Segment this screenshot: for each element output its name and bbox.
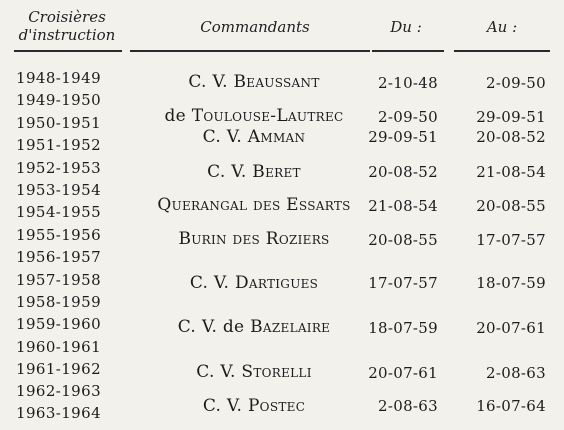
date-du: 21-08-54	[368, 197, 438, 215]
header-au: Au :	[486, 18, 518, 36]
commander-name	[128, 396, 380, 416]
commander-surname: Toulouse-Lautrec	[191, 106, 344, 126]
date-au: 18-07-59	[476, 274, 546, 292]
commander-name	[128, 229, 380, 249]
year-row: 1950-1951	[16, 114, 102, 132]
commander-surname: Burin des Roziers	[178, 229, 330, 249]
year-row: 1960-1961	[16, 338, 102, 356]
date-du: 29-09-51	[368, 128, 438, 146]
header-rule-1	[14, 50, 122, 52]
year-row: 1963-1964	[16, 404, 102, 422]
commander-name	[128, 162, 380, 182]
header-rule-3	[372, 50, 444, 52]
date-du: 2-08-63	[378, 397, 438, 415]
commander-name	[128, 362, 380, 382]
commander-surname: Beaussant	[233, 72, 320, 92]
header-du: Du :	[390, 18, 422, 36]
commander-name	[128, 317, 380, 337]
date-au: 20-08-52	[476, 128, 546, 146]
header-rule-2	[130, 50, 370, 52]
header-croisieres	[12, 8, 122, 44]
date-au: 16-07-64	[476, 397, 546, 415]
date-au: 2-09-50	[486, 74, 546, 92]
commander-surname: Dartigues	[234, 273, 319, 293]
date-au: 21-08-54	[476, 163, 546, 181]
header-croisieres-line1: Croisières	[28, 8, 106, 26]
date-du: 17-07-57	[368, 274, 438, 292]
commander-surname: Postec	[247, 396, 306, 416]
commander-surname: Querangal des Essarts	[157, 195, 351, 215]
commander-prefix: C. V. de	[177, 317, 251, 337]
commander-prefix: C. V.	[202, 396, 248, 416]
commander-prefix: C. V.	[202, 127, 248, 147]
commander-name	[128, 195, 380, 215]
commander-prefix: de	[164, 106, 192, 126]
year-row: 1959-1960	[16, 315, 102, 333]
commander-prefix: C. V.	[196, 362, 242, 382]
year-row: 1955-1956	[16, 226, 102, 244]
date-au: 17-07-57	[476, 231, 546, 249]
year-row: 1948-1949	[16, 69, 102, 87]
year-row: 1953-1954	[16, 181, 102, 199]
commander-prefix: C. V.	[188, 72, 234, 92]
commander-name	[128, 106, 380, 126]
commander-surname: Beret	[252, 162, 301, 182]
date-du: 20-07-61	[368, 364, 438, 382]
commander-prefix: C. V.	[189, 273, 235, 293]
date-du: 2-09-50	[378, 108, 438, 126]
header-croisieres-line2: d'instruction	[18, 26, 116, 44]
header-commandants: Commandants	[200, 18, 310, 36]
year-row: 1958-1959	[16, 293, 102, 311]
header-rule-4	[454, 50, 550, 52]
year-row: 1954-1955	[16, 203, 102, 221]
year-row: 1952-1953	[16, 159, 102, 177]
date-du: 20-08-52	[368, 163, 438, 181]
date-du: 20-08-55	[368, 231, 438, 249]
year-row: 1961-1962	[16, 360, 102, 378]
year-row: 1951-1952	[16, 136, 102, 154]
year-row: 1962-1963	[16, 382, 102, 400]
date-au: 29-09-51	[476, 108, 546, 126]
commander-name	[128, 127, 380, 147]
commander-name	[128, 72, 380, 92]
year-row: 1956-1957	[16, 248, 102, 266]
year-row: 1949-1950	[16, 91, 102, 109]
date-au: 20-07-61	[476, 319, 546, 337]
commander-prefix: C. V.	[207, 162, 253, 182]
date-au: 20-08-55	[476, 197, 546, 215]
date-au: 2-08-63	[486, 364, 546, 382]
commander-surname: Storelli	[241, 362, 312, 382]
date-du: 2-10-48	[378, 74, 438, 92]
commander-surname: Amman	[247, 127, 306, 147]
year-row: 1957-1958	[16, 271, 102, 289]
date-du: 18-07-59	[368, 319, 438, 337]
commander-name	[128, 273, 380, 293]
commander-surname: Bazelaire	[250, 317, 331, 337]
